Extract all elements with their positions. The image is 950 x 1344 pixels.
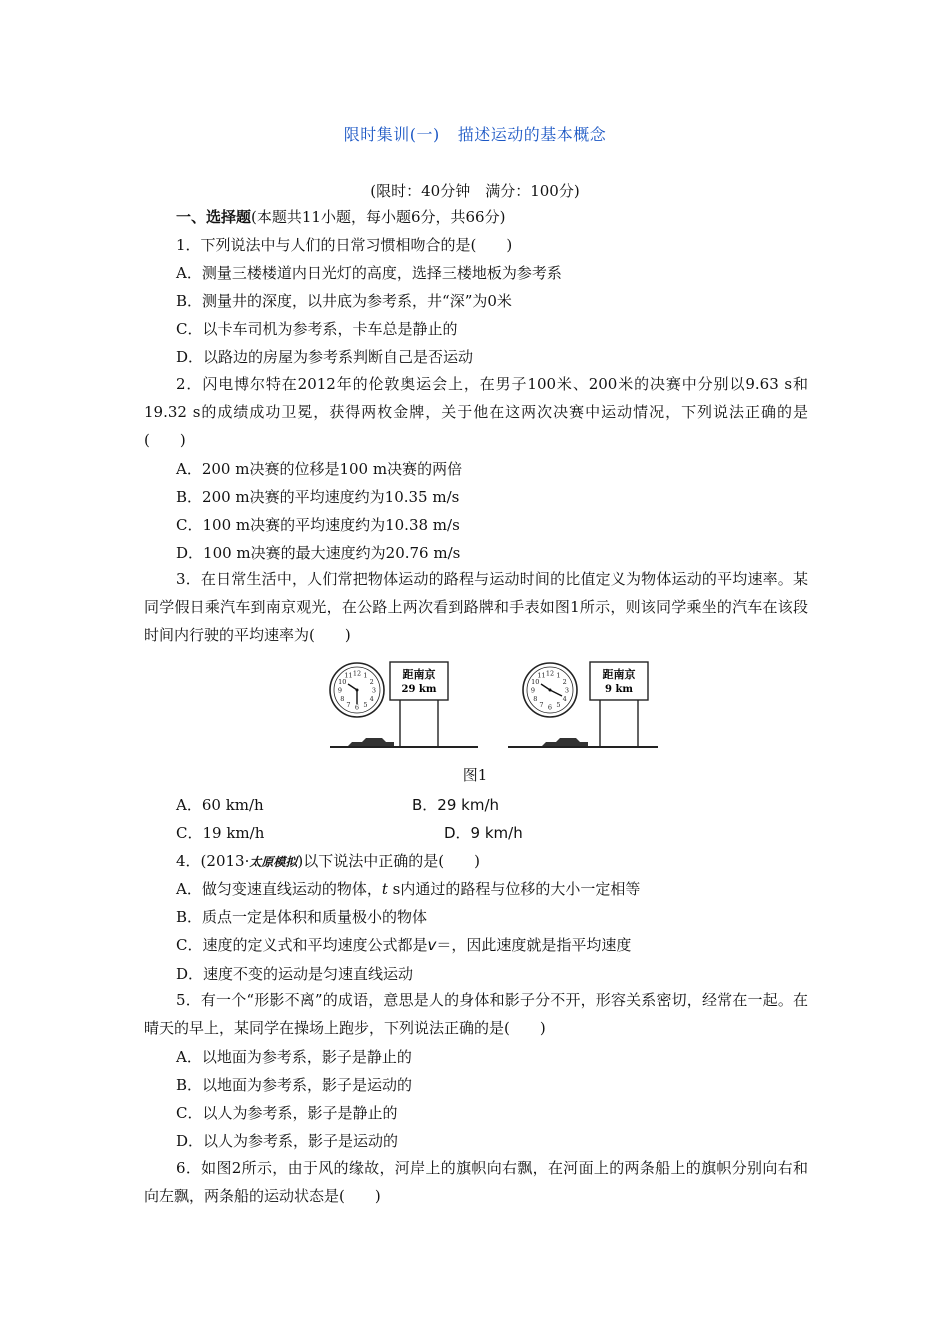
q3-option-d: D．9 km/h (444, 824, 523, 842)
clock-numeral: 11 (344, 671, 353, 680)
q4-source: 太原模拟 (249, 855, 298, 869)
sign-left-line2: 29 km (401, 684, 437, 695)
section-note: (本题共11小题，每小题6分，共66分) (251, 208, 506, 226)
clock-numeral: 2 (369, 677, 374, 686)
clock-numeral: 1 (363, 671, 368, 680)
clock-numeral: 3 (564, 686, 570, 695)
q3-options-row2 (176, 822, 523, 843)
q1-stem: 1．下列说法中与人们的日常习惯相吻合的是( ) (176, 236, 513, 254)
figure-1-caption: 图1 (462, 766, 488, 784)
q6-stem: 6．如图2所示，由于风的缘故，河岸上的旗帜向右飘，在河面上的两条船上的旗帜分别向右和向左飘，两条船的运动状态是( ) (144, 1159, 808, 1205)
clock-numeral: 6 (547, 703, 553, 712)
clock-numeral: 12 (545, 669, 555, 678)
clock-numeral: 10 (531, 677, 540, 686)
clock-numeral: 2 (562, 677, 567, 686)
clock-numeral: 1 (556, 671, 561, 680)
clock-numeral: 4 (562, 694, 567, 703)
q5-stem: 5．有一个“形影不离”的成语，意思是人的身体和影子分不开，形容关系密切，经常在一起。在晴天的早上，某同学在操场上跑步，下列说法正确的是( ) (144, 991, 808, 1037)
time-limit-subtitle: (限时：40分钟 满分：100分) (370, 182, 580, 200)
q2-option-b: B．200 m决赛的平均速度约为10.35 m/s (176, 488, 460, 506)
clock-icon-left (330, 663, 384, 717)
q5-option-b: B．以地面为参考系，影子是运动的 (176, 1076, 413, 1094)
left-scene (330, 662, 478, 747)
section-title: 一、选择题 (176, 208, 252, 226)
q5-option-a: A．以地面为参考系，影子是静止的 (176, 1048, 412, 1066)
q4-option-c: C．速度的定义式和平均速度公式都是v＝，因此速度就是指平均速度 (176, 936, 632, 954)
clock-icon-right (523, 663, 577, 717)
clock-numeral: 8 (533, 694, 538, 703)
sign-left-line1: 距南京 (402, 668, 436, 681)
page-title (0, 122, 950, 145)
title-part1: 限时集训(一) (343, 125, 440, 144)
q2-stem: 2．闪电博尔特在2012年的伦敦奥运会上，在男子100米、200米的决赛中分别以9.63 s和19.32 s的成绩成功卫冕，获得两枚金牌，关于他在这两次决赛中运动情况，下列说法正确的是( ) (144, 375, 808, 449)
q3-stem: 3．在日常生活中，人们常把物体运动的路程与运动时间的比值定义为物体运动的平均速率。某同学假日乘汽车到南京观光，在公路上两次看到路牌和手表如图1所示，则该同学乘坐的汽车在该段时间内行驶的平均速率为( ) (144, 570, 808, 644)
q1-option-d: D．以路边的房屋为参考系判断自己是否运动 (176, 348, 474, 366)
clock-numeral: 8 (340, 694, 345, 703)
q1-option-b: B．测量井的深度，以井底为参考系，井“深”为0米 (176, 292, 512, 310)
q3-option-c: C．19 km/h (176, 824, 265, 842)
car-icon-left (348, 738, 394, 746)
q2-option-d: D．100 m决赛的最大速度约为20.76 m/s (176, 544, 461, 562)
right-scene (508, 662, 658, 747)
clock-numeral: 5 (556, 701, 561, 709)
clock-numeral: 9 (530, 686, 536, 695)
clock-numeral: 5 (363, 701, 368, 709)
q3-options-row1 (176, 794, 500, 815)
q4-option-d: D．速度不变的运动是匀速直线运动 (176, 965, 414, 983)
q4-option-a: A．做匀变速直线运动的物体，t s内通过的路程与位移的大小一定相等 (176, 880, 641, 898)
clock-numeral: 10 (338, 677, 347, 686)
q3-option-b: B．29 km/h (412, 796, 500, 814)
q5-option-c: C．以人为参考系，影子是静止的 (176, 1104, 398, 1122)
clock-numeral: 7 (346, 701, 351, 709)
q1-option-c: C．以卡车司机为参考系，卡车总是静止的 (176, 320, 458, 338)
car-icon-right (542, 738, 588, 746)
section-heading (176, 207, 505, 227)
q4-stem: 4．(2013·太原模拟)以下说法中正确的是( ) (176, 852, 480, 870)
title-part2: 描述运动的基本概念 (457, 125, 607, 144)
q2-option-c: C．100 m决赛的平均速度约为10.38 m/s (176, 516, 460, 534)
sign-right-line1: 距南京 (602, 668, 636, 681)
q2-option-a: A．200 m决赛的位移是100 m决赛的两倍 (176, 460, 463, 478)
sign-right-line2: 9 km (605, 684, 633, 695)
q5-option-d: D．以人为参考系，影子是运动的 (176, 1132, 399, 1150)
clock-numeral: 7 (539, 701, 544, 709)
clock-numeral: 3 (371, 686, 377, 695)
clock-numeral: 12 (352, 669, 362, 678)
clock-numeral: 11 (537, 671, 546, 680)
clock-numeral: 9 (337, 686, 343, 695)
figure-1-diagram (328, 654, 660, 754)
q3-option-a: A．60 km/h (176, 796, 264, 814)
q4-option-b: B．质点一定是体积和质量极小的物体 (176, 908, 428, 926)
clock-numeral: 6 (354, 703, 360, 712)
clock-numeral: 4 (369, 694, 374, 703)
q1-option-a: A．测量三楼楼道内日光灯的高度，选择三楼地板为参考系 (176, 264, 562, 282)
